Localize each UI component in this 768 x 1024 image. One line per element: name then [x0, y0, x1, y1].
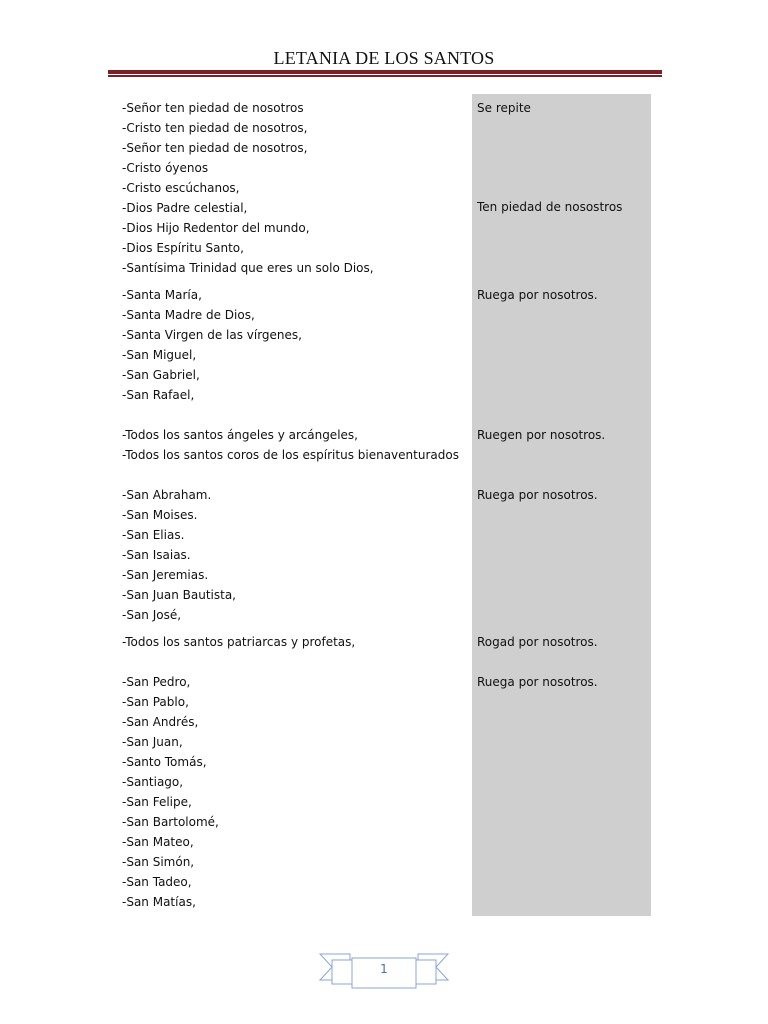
page-title: LETANIA DE LOS SANTOS: [273, 48, 495, 68]
invocation-line: -Todos los santos ángeles y arcángeles,: [122, 428, 358, 442]
invocation-line: -San Tadeo,: [122, 875, 192, 889]
invocation-line: -Todos los santos patriarcas y profetas,: [122, 635, 356, 649]
invocation-line: -San Rafael,: [122, 388, 195, 402]
invocation-line: -San Matías,: [122, 895, 196, 909]
invocation-line: -Dios Espíritu Santo,: [122, 241, 244, 255]
invocation-line: -San Simón,: [122, 855, 195, 869]
invocation-line: -San Isaias.: [122, 548, 191, 562]
response-line: Rogad por nosotros.: [477, 635, 598, 649]
invocation-line: -Dios Hijo Redentor del mundo,: [122, 221, 310, 235]
invocation-line: -San Juan Bautista,: [122, 588, 236, 602]
response-line: Ruega por nosotros.: [477, 675, 598, 689]
invocation-line: -Todos los santos coros de los espíritus bienaventurados: [122, 448, 459, 462]
invocation-line: -Santo Tomás,: [122, 755, 207, 769]
header-rule-thin: [108, 75, 662, 77]
invocation-line: -San Gabriel,: [122, 368, 200, 382]
response-line: Ruega por nosotros.: [477, 288, 598, 302]
invocation-line: -Cristo escúchanos,: [122, 181, 240, 195]
invocation-line: -Dios Padre celestial,: [122, 201, 248, 215]
invocation-line: -San Miguel,: [122, 348, 197, 362]
invocation-line: -Santa Virgen de las vírgenes,: [122, 328, 302, 342]
invocation-line: -San Pablo,: [122, 695, 189, 709]
response-line: Ten piedad de nosostros: [477, 200, 623, 214]
header-rule-thick: [108, 70, 662, 74]
invocation-line: -San Pedro,: [122, 675, 191, 689]
invocation-line: -San Bartolomé,: [122, 815, 219, 829]
invocation-line: -Cristo óyenos: [122, 161, 209, 175]
response-line: Ruega por nosotros.: [477, 488, 598, 502]
page-number: 1: [380, 962, 388, 976]
response-column: [472, 94, 651, 916]
invocation-line: -San Jeremias.: [122, 568, 209, 582]
invocation-line: -San Juan,: [122, 735, 183, 749]
invocation-line: -Santa Madre de Dios,: [122, 308, 255, 322]
invocation-line: -San Felipe,: [122, 795, 192, 809]
invocation-line: -San Andrés,: [122, 715, 199, 729]
invocation-line: -Señor ten piedad de nosotros: [122, 101, 304, 115]
invocation-line: -San Elias.: [122, 528, 185, 542]
response-line: Se repite: [477, 101, 531, 115]
invocation-line: -Santísima Trinidad que eres un solo Dios,: [122, 261, 374, 275]
invocation-line: -San Moises.: [122, 508, 198, 522]
invocation-line: -San José,: [122, 608, 182, 622]
response-line: Ruegen por nosotros.: [477, 428, 606, 442]
invocation-line: -Señor ten piedad de nosotros,: [122, 141, 308, 155]
invocation-line: -San Mateo,: [122, 835, 194, 849]
invocation-line: -Santiago,: [122, 775, 184, 789]
invocation-line: -Santa María,: [122, 288, 202, 302]
invocation-line: -Cristo ten piedad de nosotros,: [122, 121, 308, 135]
invocation-line: -San Abraham.: [122, 488, 212, 502]
